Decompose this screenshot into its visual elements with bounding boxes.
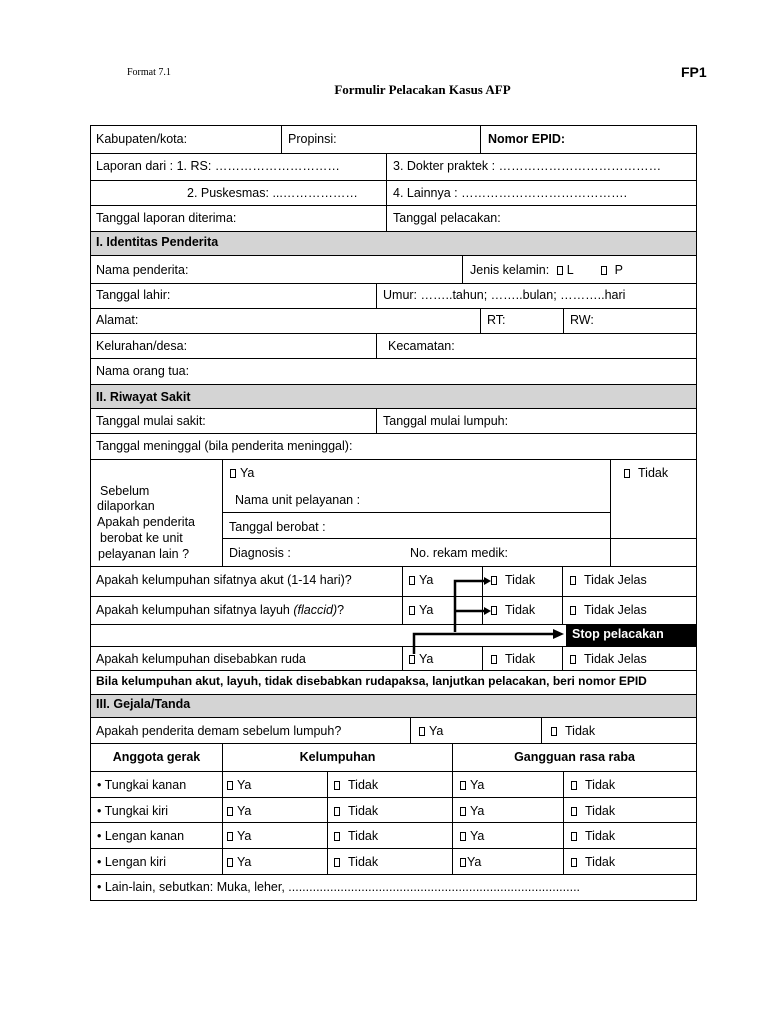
q-berobat-line-2: dilaporkan xyxy=(97,499,155,513)
q-berobat-line-3: Apakah penderita xyxy=(97,515,195,529)
berobat-ya-option xyxy=(230,466,254,481)
checkbox-laki[interactable] xyxy=(557,266,563,275)
layuh-tidak-jelas-option xyxy=(570,603,647,618)
umur-label: Umur: ……..tahun; ……..bulan; ………..hari xyxy=(383,288,626,302)
ruda-tidak-label: Tidak xyxy=(505,652,536,666)
checkbox-demam-tidak[interactable] xyxy=(551,727,557,736)
checkbox-layuh-tidak-jelas[interactable] xyxy=(570,606,576,615)
option-label: Tidak xyxy=(585,804,616,818)
tgl-lahir-label: Tanggal lahir: xyxy=(96,288,171,302)
limb-row-label: • Lengan kanan xyxy=(97,829,185,843)
nama-penderita-label: Nama penderita: xyxy=(96,263,189,277)
option-label: Tidak xyxy=(348,778,379,792)
mulai-lumpuh-label: Tanggal mulai lumpuh: xyxy=(383,414,509,428)
dokter-label: 3. Dokter praktek : ………………………………… xyxy=(393,159,662,173)
format-label: Format 7.1 xyxy=(127,67,171,78)
q-akut-label: Apakah kelumpuhan sifatnya akut (1-14 hari)? xyxy=(96,573,352,587)
option-label: Ya xyxy=(237,804,252,818)
checkbox-rasa-ya[interactable] xyxy=(460,858,466,867)
lain-lain-label: • Lain-lain, sebutkan: Muka, leher, .................................................................................... xyxy=(97,880,581,894)
option-label: Tidak xyxy=(585,778,616,792)
kelumpuhan-tidak-option xyxy=(334,804,378,819)
q-layuh-flaccid: (flaccid) xyxy=(293,603,338,617)
puskesmas-label: 2. Puskesmas: ...……………… xyxy=(187,186,358,200)
ruda-tidak-jelas-label: Tidak Jelas xyxy=(584,652,647,666)
nomor-epid-label: Nomor EPID: xyxy=(488,132,566,146)
section-2-title: II. Riwayat Sakit xyxy=(96,390,191,404)
tgl-pelacakan-label: Tanggal pelacakan: xyxy=(393,211,501,225)
checkbox-layuh-ya[interactable] xyxy=(409,606,415,615)
kecamatan-label: Kecamatan: xyxy=(388,339,455,353)
form-code: FP1 xyxy=(681,64,707,80)
option-label: Ya xyxy=(237,778,252,792)
q-layuh-label xyxy=(96,603,344,618)
rasa-tidak-option xyxy=(571,804,615,819)
akut-ya-option xyxy=(409,573,433,588)
q-berobat-line-1: Sebelum xyxy=(100,484,150,498)
ruda-ya-label: Ya xyxy=(419,652,434,666)
option-label: Ya xyxy=(470,778,485,792)
jk-p-label: P xyxy=(614,263,624,277)
stop-pelacakan-label: Stop pelacakan xyxy=(572,627,664,641)
epid-note: Bila kelumpuhan akut, layuh, tidak disebabkan rudapaksa, lanjutkan pelacakan, beri nomor EPID xyxy=(96,674,647,688)
checkbox-kelumpuhan-ya[interactable] xyxy=(227,781,233,790)
rasa-ya-option xyxy=(460,778,484,793)
berobat-tidak-label: Tidak xyxy=(638,466,669,480)
option-label: Ya xyxy=(237,829,252,843)
tgl-berobat-label: Tanggal berobat : xyxy=(229,520,326,534)
kelumpuhan-tidak-option xyxy=(334,829,378,844)
section-3-title: III. Gejala/Tanda xyxy=(96,697,191,711)
rasa-tidak-option xyxy=(571,829,615,844)
alamat-label: Alamat: xyxy=(96,313,139,327)
q-berobat-line-5: pelayanan lain ? xyxy=(98,547,190,561)
rekam-medik-label: No. rekam medik: xyxy=(410,546,508,560)
checkbox-kelumpuhan-ya[interactable] xyxy=(227,858,233,867)
checkbox-rasa-ya[interactable] xyxy=(460,781,466,790)
propinsi-label: Propinsi: xyxy=(288,132,337,146)
nama-unit-label: Nama unit pelayanan : xyxy=(235,493,361,507)
col-anggota-gerak: Anggota gerak xyxy=(112,750,201,764)
checkbox-berobat-tidak[interactable] xyxy=(624,469,630,478)
q-berobat-line-4: berobat ke unit xyxy=(100,531,183,545)
checkbox-berobat-ya[interactable] xyxy=(230,469,236,478)
orang-tua-label: Nama orang tua: xyxy=(96,364,190,378)
diagnosis-label: Diagnosis : xyxy=(229,546,291,560)
demam-ya-option xyxy=(419,724,443,739)
checkbox-demam-ya[interactable] xyxy=(419,727,425,736)
kabupaten-label: Kabupaten/kota: xyxy=(96,132,188,146)
checkbox-rasa-ya[interactable] xyxy=(460,832,466,841)
kelumpuhan-ya-option xyxy=(227,829,251,844)
demam-tidak-label: Tidak xyxy=(565,724,596,738)
demam-ya-label: Ya xyxy=(429,724,444,738)
rasa-ya-option xyxy=(460,855,481,870)
layuh-tidak-jelas-label: Tidak Jelas xyxy=(584,603,647,617)
rasa-ya-option xyxy=(460,804,484,819)
ruda-tidak-jelas-option xyxy=(570,652,647,667)
mulai-sakit-label: Tanggal mulai sakit: xyxy=(96,414,206,428)
meninggal-label: Tanggal meninggal (bila penderita meninggal): xyxy=(96,439,353,453)
jenis-kelamin-field xyxy=(470,263,623,278)
akut-tidak-label: Tidak xyxy=(505,573,536,587)
berobat-tidak-option xyxy=(624,466,668,481)
layuh-ya-label: Ya xyxy=(419,603,434,617)
q-demam-label: Apakah penderita demam sebelum lumpuh? xyxy=(96,724,342,738)
rt-label: RT: xyxy=(487,313,506,327)
layuh-ya-option xyxy=(409,603,433,618)
berobat-ya-label: Ya xyxy=(240,466,255,480)
option-label: Tidak xyxy=(348,804,379,818)
checkbox-rasa-tidak[interactable] xyxy=(571,832,577,841)
rasa-tidak-option xyxy=(571,778,615,793)
kelumpuhan-ya-option xyxy=(227,855,251,870)
checkbox-kelumpuhan-ya[interactable] xyxy=(227,832,233,841)
limb-row-label: • Tungkai kanan xyxy=(97,778,187,792)
checkbox-kelumpuhan-tidak[interactable] xyxy=(334,832,340,841)
q-layuh-text: Apakah kelumpuhan sifatnya layuh xyxy=(96,603,294,617)
checkbox-akut-tidak-jelas[interactable] xyxy=(570,576,576,585)
checkbox-kelumpuhan-tidak[interactable] xyxy=(334,858,340,867)
akut-tidak-option xyxy=(491,573,535,588)
option-label: Tidak xyxy=(348,829,379,843)
checkbox-ruda-tidak[interactable] xyxy=(491,655,497,664)
checkbox-ruda-ya[interactable] xyxy=(409,655,415,664)
col-kelumpuhan: Kelumpuhan xyxy=(299,750,376,764)
kelumpuhan-tidak-option xyxy=(334,778,378,793)
checkbox-ruda-tidak-jelas[interactable] xyxy=(570,655,576,664)
limb-row-label: • Lengan kiri xyxy=(97,855,167,869)
option-label: Tidak xyxy=(348,855,379,869)
layuh-tidak-label: Tidak xyxy=(505,603,536,617)
checkbox-kelumpuhan-tidak[interactable] xyxy=(334,781,340,790)
akut-tidak-jelas-label: Tidak Jelas xyxy=(584,573,647,587)
option-label: Ya xyxy=(467,855,482,869)
kelurahan-label: Kelurahan/desa: xyxy=(96,339,188,353)
lainnya-label: 4. Lainnya : …………………………………. xyxy=(393,186,628,200)
checkbox-perempuan[interactable] xyxy=(601,266,607,275)
checkbox-akut-ya[interactable] xyxy=(409,576,415,585)
option-label: Tidak xyxy=(585,855,616,869)
checkbox-rasa-ya[interactable] xyxy=(460,807,466,816)
kelumpuhan-ya-option xyxy=(227,804,251,819)
tgl-laporan-label: Tanggal laporan diterima: xyxy=(96,211,237,225)
checkbox-rasa-tidak[interactable] xyxy=(571,781,577,790)
checkbox-layuh-tidak[interactable] xyxy=(491,606,497,615)
form-title: Formulir Pelacakan Kasus AFP xyxy=(334,82,511,97)
ruda-tidak-option xyxy=(491,652,535,667)
checkbox-rasa-tidak[interactable] xyxy=(571,807,577,816)
checkbox-akut-tidak[interactable] xyxy=(491,576,497,585)
laporan-rs-label: Laporan dari : 1. RS: ………………………… xyxy=(96,159,340,173)
akut-tidak-jelas-option xyxy=(570,573,647,588)
akut-ya-label: Ya xyxy=(419,573,434,587)
option-label: Ya xyxy=(470,804,485,818)
rasa-tidak-option xyxy=(571,855,615,870)
kelumpuhan-ya-option xyxy=(227,778,251,793)
rw-label: RW: xyxy=(570,313,594,327)
option-label: Ya xyxy=(237,855,252,869)
demam-tidak-option xyxy=(551,724,595,739)
checkbox-rasa-tidak[interactable] xyxy=(571,858,577,867)
q-ruda-label: Apakah kelumpuhan disebabkan ruda xyxy=(96,652,306,666)
option-label: Tidak xyxy=(585,829,616,843)
checkbox-kelumpuhan-tidak[interactable] xyxy=(334,807,340,816)
option-label: Ya xyxy=(470,829,485,843)
limb-row-label: • Tungkai kiri xyxy=(97,804,169,818)
q-layuh-mark: ? xyxy=(337,603,345,617)
col-gangguan-rasa-raba: Gangguan rasa raba xyxy=(514,750,635,764)
section-1-title: I. Identitas Penderita xyxy=(96,235,219,249)
ruda-ya-option xyxy=(409,652,433,667)
checkbox-kelumpuhan-ya[interactable] xyxy=(227,807,233,816)
rasa-ya-option xyxy=(460,829,484,844)
jenis-kelamin-label: Jenis kelamin: xyxy=(470,263,550,277)
kelumpuhan-tidak-option xyxy=(334,855,378,870)
layuh-tidak-option xyxy=(491,603,535,618)
jk-l-label: L xyxy=(566,263,574,277)
